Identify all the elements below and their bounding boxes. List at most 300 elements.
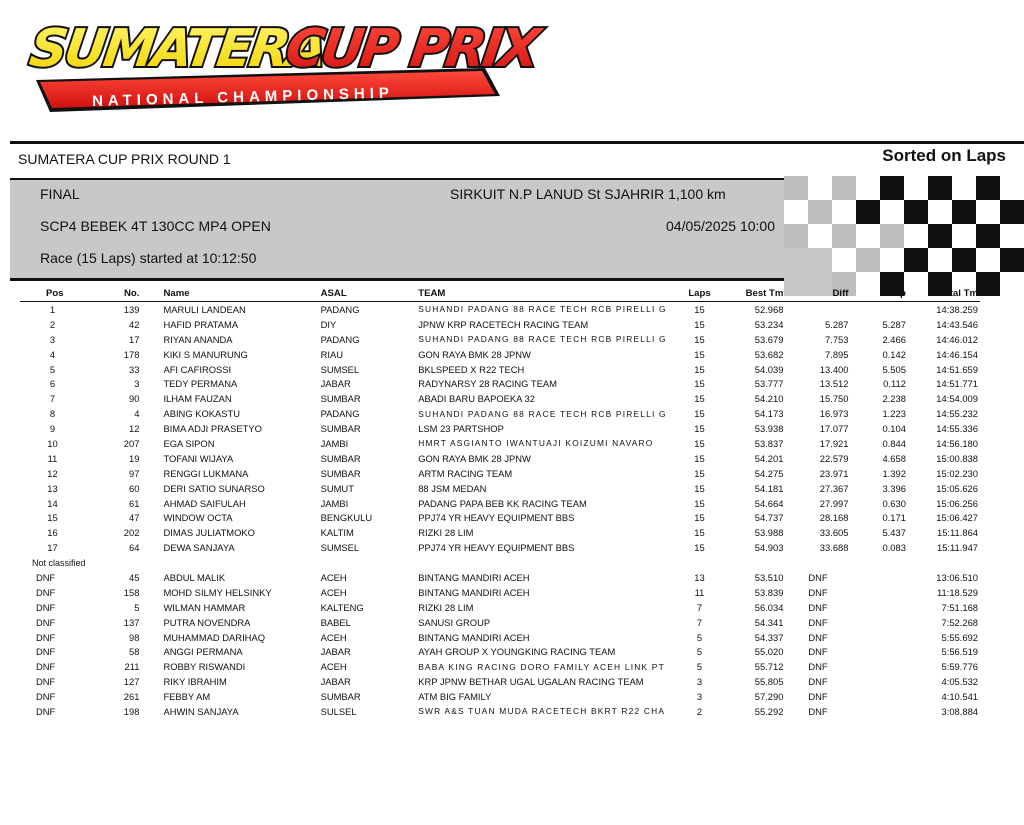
- cell-diff: 13.400: [819, 363, 849, 375]
- cell-gap: [850, 570, 907, 585]
- cell-name: MOHD SILMY HELSINKY: [163, 586, 272, 598]
- cell-pos: DNF: [36, 661, 56, 673]
- cell-no: 211: [124, 661, 140, 673]
- cell-asal: JABAR: [320, 378, 351, 390]
- cell-team: AYAH GROUP X YOUNGKING RACING TEAM: [418, 646, 616, 658]
- cell-pos: 8: [49, 408, 56, 420]
- cell-diff: 5.287: [825, 318, 849, 330]
- cell-laps: 3: [696, 676, 703, 688]
- table-header-row: [20, 286, 980, 302]
- cell-diff: DNF: [808, 691, 828, 703]
- cell-asal: BENGKULU: [320, 512, 373, 524]
- cell-gap: [850, 302, 907, 317]
- cell-name: AFI CAFIROSSI: [163, 363, 232, 375]
- cell-no: 207: [123, 437, 140, 449]
- cell-asal: JAMBI: [320, 437, 349, 449]
- cell-total: 15:00.838: [936, 452, 978, 464]
- cell-diff: DNF: [808, 705, 828, 717]
- championship-logo: [26, 8, 541, 120]
- cell-best: 54.737: [754, 512, 784, 524]
- cell-asal: PADANG: [320, 303, 360, 315]
- cell-name: ROBBY RISWANDI: [163, 661, 246, 673]
- cell-asal: SUMBAR: [320, 691, 361, 703]
- cell-laps: 15: [694, 333, 705, 345]
- cell-best: 52.968: [754, 303, 784, 315]
- cell-pos: 12: [47, 467, 58, 479]
- cell-no: 17: [129, 333, 140, 345]
- cell-diff: 16.973: [819, 408, 849, 420]
- table-row-dnf: [20, 689, 980, 704]
- cell-total: 15:06.427: [936, 512, 978, 524]
- cell-team: SUHANDI PADANG 88 RACE TECH RCB PIRELLI G: [418, 408, 667, 419]
- cell-team: RIZKI 28 LIM: [418, 601, 474, 613]
- cell-pos: DNF: [36, 646, 56, 658]
- cell-asal: SUMBAR: [320, 452, 361, 464]
- cell-diff: DNF: [808, 661, 828, 673]
- cell-team: BINTANG MANDIRI ACEH: [418, 586, 530, 598]
- cell-pos: DNF: [36, 586, 56, 598]
- cell-total: 13:06.510: [936, 571, 978, 583]
- cell-gap: 5.287: [882, 318, 906, 330]
- cell-no: 61: [129, 497, 140, 509]
- cell-asal: BABEL: [320, 616, 351, 628]
- cell-team: ATM BIG FAMILY: [418, 691, 492, 703]
- cell-total: 14:54.009: [936, 393, 978, 405]
- cell-pos: 14: [47, 497, 58, 509]
- cell-best: 53.777: [754, 378, 784, 390]
- col-header-total: Total Tm: [908, 286, 980, 302]
- cell-name: DEWA SANJAYA: [163, 542, 235, 554]
- cell-pos: 1: [49, 303, 56, 315]
- table-row-dnf: [20, 570, 980, 585]
- cell-gap: 0.844: [882, 437, 906, 449]
- cell-laps: 5: [696, 646, 703, 658]
- cell-team: HMRT ASGIANTO IWANTUAJI KOIZUMI NAVARO: [418, 438, 654, 449]
- cell-total: 14:38.259: [936, 303, 978, 315]
- table-row: [20, 391, 980, 406]
- cell-gap: [850, 644, 907, 659]
- cell-best: 54.210: [754, 393, 784, 405]
- table-row-dnf: [20, 585, 980, 600]
- cell-team: PADANG PAPA BEB KK RACING TEAM: [418, 497, 587, 509]
- table-row: [20, 376, 980, 391]
- cell-name: PUTRA NOVENDRA: [163, 616, 251, 628]
- cell-team: GON RAYA BMK 28 JPNW: [418, 348, 531, 360]
- cell-no: 90: [129, 393, 140, 405]
- cell-no: 97: [129, 467, 140, 479]
- cell-gap: 0.630: [882, 497, 906, 509]
- results-table: [20, 286, 980, 719]
- cell-gap: 0.142: [882, 348, 906, 360]
- cell-diff: 28.168: [819, 512, 849, 524]
- cell-total: 5:56.519: [941, 646, 978, 658]
- cell-pos: 11: [47, 452, 58, 464]
- col-header-pos: Pos: [20, 286, 85, 302]
- logo-word-sumatera: SUMATERA: [26, 19, 329, 79]
- cell-asal: SUMUT: [320, 482, 354, 494]
- cell-name: KIKI S MANURUNG: [163, 348, 248, 360]
- table-row: [20, 466, 980, 481]
- session-name: FINAL: [40, 186, 80, 202]
- cell-name: ANGGI PERMANA: [163, 646, 243, 658]
- table-row: [20, 347, 980, 362]
- cell-name: RENGGI LUKMANA: [163, 467, 249, 479]
- cell-best: 53.234: [754, 318, 784, 330]
- cell-name: WINDOW OCTA: [163, 512, 233, 524]
- cell-best: 53.839: [754, 586, 784, 598]
- cell-laps: 15: [694, 348, 705, 360]
- cell-total: 14:55.336: [936, 423, 978, 435]
- cell-pos: 5: [49, 363, 56, 375]
- cell-diff: DNF: [808, 571, 828, 583]
- cell-total: 15:02.230: [936, 467, 978, 479]
- cell-total: 14:51.659: [936, 363, 978, 375]
- cell-pos: 15: [47, 512, 58, 524]
- cell-name: TOFANI WIJAYA: [163, 452, 234, 464]
- cell-team: RIZKI 28 LIM: [418, 527, 474, 539]
- circuit-name: SIRKUIT N.P LANUD St SJAHRIR 1,100 km: [450, 186, 726, 202]
- cell-pos: DNF: [36, 601, 56, 613]
- cell-total: 14:46.012: [936, 333, 978, 345]
- cell-best: 55.805: [754, 676, 784, 688]
- cell-diff: DNF: [808, 676, 828, 688]
- cell-team: LSM 23 PARTSHOP: [418, 423, 504, 435]
- cell-diff: 7.895: [825, 348, 849, 360]
- cell-best: 55.712: [754, 661, 784, 673]
- cell-diff: 23.971: [819, 467, 849, 479]
- cell-laps: 15: [694, 482, 705, 494]
- cell-laps: 15: [694, 452, 705, 464]
- cell-gap: 1.223: [882, 408, 906, 420]
- cell-gap: 2.466: [882, 333, 906, 345]
- cell-name: DIMAS JULIATMOKO: [163, 527, 255, 539]
- cell-no: 178: [123, 348, 140, 360]
- cell-asal: SUMBAR: [320, 467, 361, 479]
- cell-no: 42: [129, 318, 140, 330]
- cell-best: 54.201: [754, 452, 784, 464]
- cell-laps: 15: [694, 378, 705, 390]
- cell-best: 53.679: [754, 333, 784, 345]
- cell-total: 15:05.626: [936, 482, 978, 494]
- cell-no: 3: [134, 378, 140, 390]
- cell-diff: 33.688: [819, 542, 849, 554]
- cell-laps: 15: [694, 497, 705, 509]
- cell-gap: [850, 674, 907, 689]
- cell-asal: KALTIM: [320, 527, 354, 539]
- cell-gap: 2.238: [882, 393, 906, 405]
- cell-total: 3:08.884: [941, 705, 978, 717]
- cell-no: 202: [123, 527, 140, 539]
- cell-name: ABING KOKASTU: [163, 408, 241, 420]
- table-row: [20, 451, 980, 466]
- table-row: [20, 421, 980, 436]
- cell-team: BKLSPEED X R22 TECH: [418, 363, 525, 375]
- cell-best: 53.510: [754, 571, 784, 583]
- table-row-dnf: [20, 600, 980, 615]
- cell-diff: 7.753: [825, 333, 849, 345]
- cell-laps: 15: [694, 363, 705, 375]
- cell-total: 15:11.947: [936, 542, 978, 554]
- cell-pos: 2: [49, 318, 56, 330]
- cell-pos: 9: [49, 423, 56, 435]
- cell-name: AHWIN SANJAYA: [163, 705, 239, 717]
- cell-pos: DNF: [36, 676, 56, 688]
- cell-asal: ACEH: [320, 661, 347, 673]
- cell-asal: SULSEL: [320, 705, 357, 717]
- cell-team: SWR A&S TUAN MUDA RACETECH BKRT R22 CHA: [418, 706, 666, 717]
- cell-no: 19: [129, 452, 140, 464]
- cell-name: ILHAM FAUZAN: [163, 393, 232, 405]
- logo-subtitle: NATIONAL CHAMPIONSHIP: [91, 84, 395, 110]
- cell-asal: RIAU: [320, 348, 343, 360]
- cell-diff: 27.997: [819, 497, 849, 509]
- cell-name: AHMAD SAIFULAH: [163, 497, 246, 509]
- cell-team: SUHANDI PADANG 88 RACE TECH RCB PIRELLI G: [418, 304, 667, 315]
- table-row: [20, 362, 980, 377]
- cell-diff: DNF: [808, 586, 828, 598]
- cell-total: 7:51.168: [941, 601, 978, 613]
- cell-pos: DNF: [36, 631, 56, 643]
- cell-diff: 13.512: [819, 378, 849, 390]
- cell-no: 60: [129, 482, 140, 494]
- cell-pos: 3: [49, 333, 56, 345]
- cell-best: 54.275: [754, 467, 784, 479]
- cell-no: 4: [134, 408, 140, 420]
- cell-total: 5:55.692: [941, 631, 978, 643]
- cell-no: 137: [123, 616, 140, 628]
- cell-best: 54.337: [754, 631, 784, 643]
- cell-name: EGA SIPON: [163, 437, 215, 449]
- cell-asal: SUMSEL: [320, 542, 360, 554]
- cell-no: 158: [123, 586, 140, 598]
- cell-best: 53.988: [754, 527, 784, 539]
- col-header-name: Name: [149, 286, 318, 302]
- not-classified-label: Not classified: [32, 557, 86, 568]
- cell-name: RIKY IBRAHIM: [163, 676, 227, 688]
- cell-gap: 4.658: [882, 452, 906, 464]
- cell-laps: 15: [694, 542, 705, 554]
- cell-no: 58: [129, 646, 140, 658]
- col-header-gap: Gap: [850, 286, 907, 302]
- cell-name: BIMA ADJI PRASETYO: [163, 423, 262, 435]
- cell-asal: ACEH: [320, 631, 347, 643]
- cell-diff: DNF: [808, 616, 828, 628]
- cell-name: MARULI LANDEAN: [163, 303, 246, 315]
- cell-best: 54.173: [754, 408, 784, 420]
- cell-team: RADYNARSY 28 RACING TEAM: [418, 378, 557, 390]
- header-divider: [10, 141, 1024, 144]
- cell-team: BABA KING RACING DORO FAMILY ACEH LINK PT: [418, 661, 665, 672]
- cell-laps: 7: [696, 601, 703, 613]
- cell-no: 98: [129, 631, 140, 643]
- cell-best: 54.039: [754, 363, 784, 375]
- cell-diff: 17.921: [819, 437, 849, 449]
- cell-asal: SUMBAR: [320, 423, 361, 435]
- cell-laps: 7: [696, 616, 703, 628]
- cell-pos: 10: [47, 437, 58, 449]
- cell-laps: 15: [694, 423, 705, 435]
- cell-laps: 15: [694, 318, 705, 330]
- cell-no: 33: [129, 363, 140, 375]
- cell-best: 55.020: [754, 646, 784, 658]
- cell-best: 54.664: [754, 497, 784, 509]
- cell-no: 45: [129, 571, 140, 583]
- table-row: [20, 406, 980, 421]
- cell-diff: 22.579: [819, 452, 849, 464]
- cell-total: 14:56.180: [936, 437, 978, 449]
- cell-name: HAFID PRATAMA: [163, 318, 239, 330]
- cell-best: 56.034: [754, 601, 784, 613]
- cell-laps: 15: [694, 437, 705, 449]
- cell-team: KRP JPNW BETHAR UGAL UGALAN RACING TEAM: [418, 676, 644, 688]
- cell-pos: 4: [49, 348, 56, 360]
- cell-best: 54.903: [754, 542, 784, 554]
- cell-diff: 17.077: [819, 423, 849, 435]
- cell-name: FEBBY AM: [163, 691, 211, 703]
- cell-no: 127: [123, 676, 140, 688]
- cell-gap: [850, 704, 907, 719]
- col-header-team: TEAM: [416, 286, 678, 302]
- cell-gap: 3.396: [882, 482, 906, 494]
- cell-best: 53.938: [754, 423, 784, 435]
- cell-team: BINTANG MANDIRI ACEH: [418, 631, 530, 643]
- cell-gap: 5.505: [882, 363, 906, 375]
- cell-gap: [850, 630, 907, 645]
- cell-team: JPNW KRP RACETECH RACING TEAM: [418, 318, 589, 330]
- cell-pos: 16: [47, 527, 58, 539]
- cell-total: 4:10.541: [941, 691, 978, 703]
- cell-gap: 5.437: [882, 527, 906, 539]
- table-row: [20, 525, 980, 540]
- cell-name: WILMAN HAMMAR: [163, 601, 246, 613]
- col-header-diff: Diff: [785, 286, 850, 302]
- cell-team: PPJ74 YR HEAVY EQUIPMENT BBS: [418, 542, 575, 554]
- cell-no: 261: [123, 691, 140, 703]
- table-row-dnf: [20, 615, 980, 630]
- cell-diff: DNF: [808, 601, 828, 613]
- cell-asal: PADANG: [320, 408, 360, 420]
- cell-total: 15:11.864: [936, 527, 978, 539]
- cell-best: 53.837: [754, 437, 784, 449]
- col-header-best: Best Tm: [720, 286, 785, 302]
- cell-best: 54.181: [754, 482, 784, 494]
- cell-asal: JAMBI: [320, 497, 349, 509]
- cell-asal: DIY: [320, 318, 337, 330]
- cell-total: 14:46.154: [936, 348, 978, 360]
- table-row: [20, 317, 980, 332]
- table-row-dnf: [20, 674, 980, 689]
- sort-label: Sorted on Laps: [882, 146, 1006, 165]
- cell-gap: 1.392: [882, 467, 906, 479]
- table-row-dnf: [20, 644, 980, 659]
- table-row: [20, 496, 980, 511]
- cell-gap: [850, 689, 907, 704]
- cell-gap: [850, 585, 907, 600]
- col-header-no: No.: [85, 286, 149, 302]
- cell-no: 5: [134, 601, 140, 613]
- cell-diff: DNF: [808, 631, 828, 643]
- cell-best: 55.292: [754, 705, 784, 717]
- cell-pos: 7: [49, 393, 56, 405]
- table-row: [20, 302, 980, 317]
- cell-asal: ACEH: [320, 571, 347, 583]
- cell-laps: 5: [696, 661, 703, 673]
- cell-diff: DNF: [808, 646, 828, 658]
- checkered-flag-graphic: [784, 180, 1024, 278]
- cell-no: 139: [123, 303, 140, 315]
- cell-name: TEDY PERMANA: [163, 378, 238, 390]
- cell-gap: 0.104: [882, 423, 906, 435]
- cell-diff: 27.367: [819, 482, 849, 494]
- cell-best: 53.682: [754, 348, 784, 360]
- cell-gap: [850, 600, 907, 615]
- cell-gap: 0.112: [883, 378, 906, 390]
- cell-team: 88 JSM MEDAN: [418, 482, 487, 494]
- cell-laps: 11: [694, 586, 705, 598]
- table-row: [20, 540, 980, 555]
- cell-team: ABADI BARU BAPOEKA 32: [418, 393, 535, 405]
- cell-pos: DNF: [36, 616, 56, 628]
- cell-no: 64: [129, 542, 140, 554]
- cell-total: 14:51.771: [936, 378, 978, 390]
- cell-best: 54.341: [754, 616, 784, 628]
- cell-name: ABDUL MALIK: [163, 571, 226, 583]
- cell-gap: [850, 615, 907, 630]
- cell-asal: ACEH: [320, 586, 347, 598]
- cell-gap: 0.171: [882, 512, 906, 524]
- cell-diff: 15.750: [819, 393, 849, 405]
- cell-diff: 33.605: [819, 527, 849, 539]
- cell-asal: KALTENG: [320, 601, 364, 613]
- cell-pos: 13: [47, 482, 58, 494]
- cell-gap: 0.083: [882, 542, 906, 554]
- cell-laps: 5: [696, 631, 703, 643]
- table-row-dnf: [20, 630, 980, 645]
- cell-pos: 6: [49, 378, 56, 390]
- session-info-band: [10, 178, 1024, 281]
- cell-gap: [850, 659, 907, 674]
- cell-laps: 15: [694, 467, 705, 479]
- cell-asal: JABAR: [320, 646, 351, 658]
- cell-pos: DNF: [36, 705, 56, 717]
- cell-total: 11:18.529: [936, 586, 978, 598]
- cell-diff: [785, 302, 850, 317]
- cell-pos: DNF: [36, 571, 56, 583]
- cell-total: 4:05.532: [941, 676, 978, 688]
- cell-pos: 17: [47, 542, 58, 554]
- cell-no: 47: [129, 512, 140, 524]
- cell-team: SANUSI GROUP: [418, 616, 491, 628]
- table-row: [20, 481, 980, 496]
- cell-total: 14:55.232: [936, 408, 978, 420]
- not-classified-row: [20, 555, 980, 570]
- cell-asal: PADANG: [320, 333, 360, 345]
- cell-total: 5:59.776: [941, 661, 978, 673]
- race-datetime: 04/05/2025 10:00: [666, 218, 775, 234]
- cell-asal: JABAR: [320, 676, 351, 688]
- table-row-dnf: [20, 659, 980, 674]
- cell-laps: 15: [694, 408, 705, 420]
- cell-asal: SUMSEL: [320, 363, 360, 375]
- race-start-info: Race (15 Laps) started at 10:12:50: [40, 250, 257, 266]
- cell-laps: 2: [696, 705, 703, 717]
- logo-word-cup-prix: CUP PRIX: [282, 19, 541, 79]
- table-row-dnf: [20, 704, 980, 719]
- class-name: SCP4 BEBEK 4T 130CC MP4 OPEN: [40, 218, 271, 234]
- cell-laps: 15: [694, 527, 705, 539]
- cell-name: DERI SATIO SUNARSO: [163, 482, 265, 494]
- cell-laps: 13: [694, 571, 705, 583]
